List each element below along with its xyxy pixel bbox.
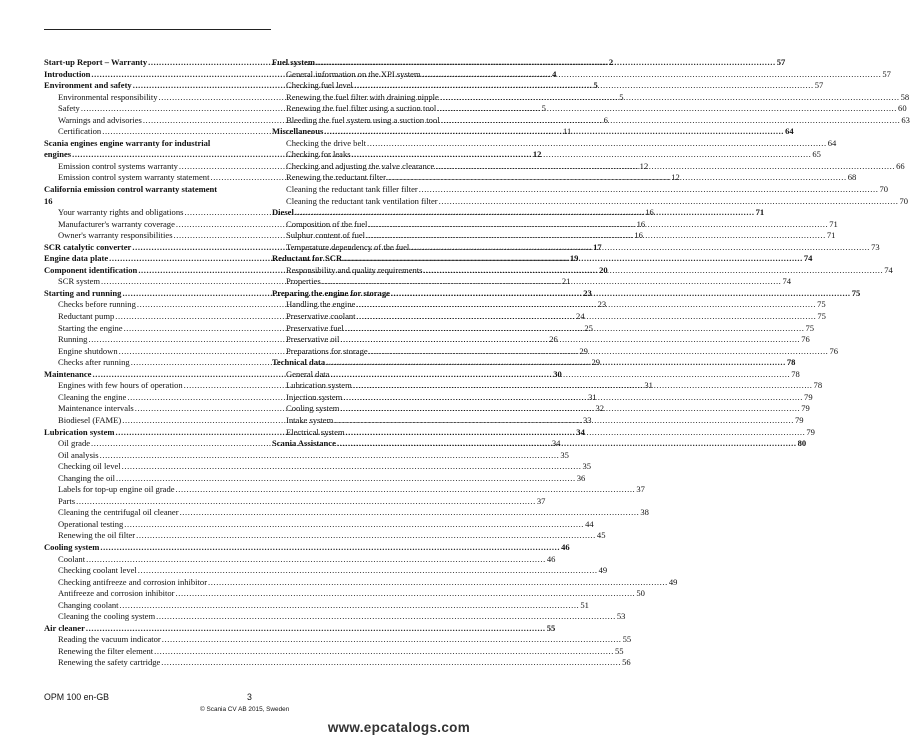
dot-leader [356,299,816,311]
toc-entry-title: Preservative coolant [286,311,356,322]
dot-leader [343,253,803,265]
toc-section[interactable] [272,80,824,92]
toc-page-number: 31 [588,391,597,402]
toc-section[interactable] [272,195,908,208]
toc-entry-title: Checking antifreeze and corrosion inhibitor [58,576,208,587]
toc-entry-title: Renewing the safety cartridge [58,657,161,668]
dot-leader [86,554,546,566]
toc-page-number: 5 [619,91,624,102]
watermark-url[interactable]: www.epcatalogs.com [327,720,470,735]
dot-leader [316,57,776,69]
toc-entry-title: Emission control systems warranty [58,160,178,171]
dot-leader [156,611,616,623]
toc-entry-title: Environmental responsibility [58,91,158,102]
dot-leader [353,380,813,392]
toc-page-number: 34 [576,426,585,437]
toc-entry-title: Changing the oil [58,472,115,483]
toc-entry-title: Preparing the engine for storage [272,287,390,298]
dot-leader [437,103,897,115]
toc-section[interactable] [272,68,891,81]
toc-page-number: 11 [562,126,572,137]
toc-page-number: 64 [827,137,837,148]
dot-leader [295,207,755,219]
dot-leader [330,369,790,381]
toc-section[interactable] [44,449,569,462]
toc-entry-title: Starting the engine [58,322,123,333]
toc-page-number: 26 [549,334,558,345]
dot-leader [76,496,536,508]
toc-page-number: 37 [636,484,645,495]
toc-page-number: 31 [644,380,653,391]
toc-section[interactable] [272,114,910,127]
dot-leader [154,646,614,658]
dot-leader [368,219,828,231]
toc-entry-title: Fuel system [272,57,315,67]
toc-section[interactable] [44,484,645,496]
toc-section[interactable] [44,518,594,531]
toc-section[interactable] [272,91,910,104]
toc-entry-title-line: California emission control warranty statement [44,184,218,195]
dot-leader [100,542,560,554]
dot-leader [340,334,800,346]
toc-section[interactable] [44,495,546,508]
toc-page-number: 79 [804,391,813,402]
dot-leader [369,346,829,358]
toc-entry-title: Checks after running [58,357,130,368]
dot-leader [324,126,784,138]
toc-page-number: 58 [900,91,910,102]
toc-page-number: 24 [576,311,585,322]
toc-page-number: 71 [826,230,836,241]
toc-page-number: 17 [593,241,602,252]
dot-leader [162,634,622,646]
toc-entry-title: Cooling system [44,541,100,552]
toc-entry-title: Maintenance intervals [58,403,134,414]
toc-entry-title: Reductant for SCR [272,253,343,264]
toc-entry-title: Preservative oil [286,334,340,345]
toc-entry-title: Parts [58,495,76,506]
toc-entry-title: Oil grade [58,438,91,449]
toc-entry-title: Bleeding the fuel system using a suction tool [286,114,440,125]
toc-entry-title: Checking and adjusting the valve clearance [286,160,435,171]
toc-entry-title: Electrical system [286,426,345,437]
toc-page-number: 73 [871,241,880,252]
toc-entry-title: Running [58,334,88,345]
toc-section[interactable] [272,137,837,150]
toc-section[interactable] [44,611,626,623]
toc-section[interactable] [44,553,556,566]
toc-page-number: 20 [599,264,608,275]
toc-page-number: 34 [551,438,561,449]
toc-entry-title: Cleaning the cooling system [58,611,156,622]
toc-page-number: 71 [755,207,765,218]
toc-page-number: 57 [882,68,891,79]
toc-entry-title: Antifreeze and corrosion inhibitor [58,588,175,599]
toc-page-number: 60 [898,103,907,114]
toc-section[interactable] [272,103,907,115]
toc-page-number: 38 [640,507,649,518]
toc-entry-title: Diesel [272,207,294,218]
toc-page-number: 75 [817,311,826,322]
toc-page-number: 32 [595,403,605,414]
toc-entry-title: Engines with few hours of operation [58,380,183,391]
dot-leader [422,69,882,81]
toc-page-number: 23 [583,287,592,298]
toc-page-number: 57 [776,57,786,67]
toc-page-number: 64 [785,126,794,137]
toc-page-number: 74 [782,276,791,287]
dot-leader [424,265,884,277]
toc-section[interactable] [44,645,624,658]
toc-entry-title: Labels for top-up engine oil grade [58,484,175,495]
toc-entry-title: Cooling system [286,403,340,414]
toc-page-number: 25 [584,322,593,333]
toc-page-number: 30 [553,368,562,379]
toc-entry-title: Sulphur content of fuel [286,230,366,241]
toc-section[interactable] [44,507,649,519]
dot-leader [410,242,870,254]
toc-entry-title: Cleaning the engine [58,391,127,402]
dot-leader [441,115,901,127]
dot-leader [440,92,900,104]
document-id: OPM 100 en-GB [44,692,110,702]
toc-entry-title: Renewing the filter element [58,645,154,656]
toc-page-number: 53 [616,611,626,622]
toc-page-number: 33 [583,414,592,425]
toc-entry-title: Checking the drive belt [286,137,366,148]
toc-entry-title: Owner's warranty responsibilities [58,230,173,241]
toc-section[interactable] [44,599,589,612]
dot-leader [334,415,794,427]
toc-entry-title: Air cleaner [44,622,85,633]
toc-entry-title: Biodiesel (FAME) [58,414,122,425]
toc-page-number: 44 [585,518,594,529]
toc-entry-title: Injection system [286,391,343,402]
dot-leader [120,600,580,612]
dot-leader [176,484,636,496]
dot-leader [366,230,826,242]
toc-section[interactable] [44,461,591,473]
dot-leader [208,577,668,589]
toc-page-number: 16 [636,218,646,229]
toc-entry-title: Preservative fuel [286,322,344,333]
toc-page-number: 56 [622,657,631,668]
toc-entry-title: Intake system [286,414,334,425]
toc-page-number: 79 [795,414,804,425]
toc-page-number: 78 [786,357,796,368]
toc-entry-title: Lubrication system [286,380,352,391]
toc-page-number: 19 [569,253,579,264]
toc-entry-title: SCR catalytic converter [44,241,132,252]
toc-entry-title: SCR system [58,276,101,287]
toc-chapter[interactable] [44,541,570,554]
toc-page-number: 12 [671,172,680,183]
toc-entry-title: Checking coolant level [58,565,137,576]
toc-section[interactable] [44,565,608,577]
toc-entry-title: Engine shutdown [58,345,118,356]
toc-page-number: 29 [591,357,601,368]
toc-page-number: 75 [851,287,861,298]
toc-page-number: 16 [634,230,643,241]
toc-entry-title: Reading the vacuum indicator [58,634,161,645]
toc-entry-title: Reductant pump [58,311,115,322]
dot-leader [340,403,800,415]
toc-page-number: 5 [593,80,598,91]
toc-page-number: 76 [801,334,810,345]
toc-entry-title: Engine data plate [44,253,109,264]
toc-page-number: 2 [608,57,614,67]
toc-entry-title: Component identification [44,264,138,275]
toc-section[interactable] [44,530,606,542]
toc-page-number: 74 [803,253,813,264]
toc-entry-title: Manufacturer's warranty coverage [58,218,175,229]
toc-entry-title: Cleaning the reductant tank ventilation filter [286,195,438,206]
toc-entry-title-line: Scania engines engine warranty for industrial [44,137,211,148]
toc-page-number: 45 [596,530,606,541]
dot-leader [122,461,582,473]
dot-leader [176,588,636,600]
toc-entry-title: General data [286,368,330,379]
toc-entry-title: Safety [58,103,80,114]
toc-page-number: 78 [791,368,800,379]
toc-chapter[interactable] [44,184,247,207]
toc-entry-title-line: 16 [44,195,53,206]
dot-leader [138,565,598,577]
toc-entry-title: Renewing the fuel filter with draining nipple [286,91,439,102]
dot-leader [345,323,805,335]
toc-entry-title: General information on the XPI system [286,68,421,79]
dot-leader [161,657,621,669]
toc-page-number: 35 [560,449,569,460]
toc-entry-title: Starting and running [44,287,122,298]
dot-leader [86,623,546,635]
toc-page-number: 23 [597,299,607,310]
dot-leader [322,276,782,288]
toc-page-number: 12 [639,160,649,171]
toc-entry-title: Miscellaneous [272,126,324,137]
toc-entry-title: Renewing the reductant filter [286,172,386,183]
toc-entry-title: Cleaning the reductant tank filler filter [286,184,418,195]
toc-page-number: 80 [797,438,807,449]
toc-entry-title: Emission control system warranty statement [58,172,210,183]
dot-leader [346,427,806,439]
toc-entry-title: Operational testing [58,518,124,529]
toc-page-number: 65 [812,149,821,160]
toc-entry-title: Introduction [44,68,91,79]
dot-leader [136,530,596,542]
toc-entry-title: Environment and safety [44,80,132,91]
toc-page-number: 4 [552,68,557,79]
toc-entry-title: Lubrication system [44,426,115,437]
dot-leader [180,507,640,519]
toc-section[interactable] [44,634,632,646]
toc-entry-title: Composition of the fuel [286,218,368,229]
toc-page-number: 63 [901,114,910,125]
toc-entry-title: Checking oil level [58,461,121,472]
toc-page-number: 46 [546,553,556,564]
toc-entry-title: Start-up Report – Warranty [44,57,148,67]
toc-page-number: 70 [879,184,889,195]
toc-page-number: 75 [817,299,826,310]
toc-entry-title: Changing coolant [58,599,119,610]
toc-page-number: 49 [668,576,678,587]
toc-entry-title: Checks before running [58,299,136,310]
toc-page-number: 75 [805,322,814,333]
dot-leader [354,80,814,92]
toc-entry-title: Maintenance [44,368,92,379]
toc-page-number: 55 [614,645,624,656]
toc-entry-title: Coolant [58,553,86,564]
toc-chapter[interactable] [44,622,556,635]
toc-page-number: 5 [541,103,546,114]
toc-entry-title: Scania Assistance [272,438,336,449]
toc-page-number: 66 [896,160,905,171]
toc-entry-title: Renewing the oil filter [58,530,136,541]
toc-page-number: 21 [561,276,571,287]
toc-entry-title: Properties [286,276,321,287]
toc-entry-title: Cleaning the centrifugal oil cleaner [58,507,179,518]
dot-leader [124,519,584,531]
dot-leader [439,196,899,208]
dot-leader [116,473,576,485]
dot-leader [419,184,879,196]
toc-page-number: 71 [829,218,838,229]
toc-entry-title: Preparations for storage [286,345,368,356]
toc-entry-title: Warnings and advisories [58,114,142,125]
toc-page-number: 12 [532,149,542,160]
toc-entry-title-line: engines [44,149,72,160]
toc-entry-title: Your warranty rights and obligations [58,207,184,218]
dot-leader [387,172,847,184]
dot-leader [391,288,851,300]
header-rule [44,29,271,30]
toc-page-number: 57 [814,80,824,91]
toc-page-number: 37 [536,495,546,506]
toc-page-number: 35 [582,461,591,472]
toc-page-number: 70 [899,195,908,206]
toc-page-number: 50 [636,588,645,599]
dot-leader [343,392,803,404]
toc-page-number: 29 [579,345,588,356]
toc-section[interactable] [44,588,645,600]
toc-section[interactable] [44,657,631,669]
dot-leader [337,438,797,450]
toc-page-number: 79 [801,403,810,414]
toc-entry-title: Responsibility and quality requirements [286,264,423,275]
dot-leader [100,450,560,462]
toc-entry-title: Renewing the fuel filter using a suction tool [286,103,437,114]
dot-leader [435,161,895,173]
toc-page-number: 51 [580,599,589,610]
toc-page-number: 78 [813,380,823,391]
dot-leader [352,149,812,161]
dot-leader [357,311,817,323]
toc-entry-title: Temperature dependency of the fuel [286,241,410,252]
page-number: 3 [247,692,252,702]
toc-entry-title: Handling the engine [286,299,356,310]
toc-section[interactable] [44,576,678,589]
toc-entry-title: Oil analysis [58,449,99,460]
toc-section[interactable] [44,472,586,485]
toc-page-number: 16 [645,207,654,218]
toc-page-number: 55 [546,622,556,633]
toc-page-number: 49 [598,565,608,576]
toc-entry-title: Certification [58,126,102,137]
copyright-notice: © Scania CV AB 2015, Sweden [200,706,290,713]
toc-page-number: 68 [847,172,857,183]
toc-page-number: 46 [561,541,570,552]
toc-page-number: 79 [806,426,815,437]
toc-entry-title: Checking fuel level [286,80,353,91]
toc-chapter[interactable] [272,57,786,69]
toc-page-number: 36 [576,472,586,483]
toc-page-number: 76 [829,345,838,356]
toc-entry-title: Technical data [272,357,326,368]
toc-page-number: 55 [622,634,632,645]
toc-page-number: 6 [603,114,608,125]
toc-page-number: 74 [884,264,893,275]
toc-entry-title: Checking for leaks [286,149,351,160]
dot-leader [326,357,786,369]
dot-leader [367,138,827,150]
toc-section[interactable] [272,184,889,196]
